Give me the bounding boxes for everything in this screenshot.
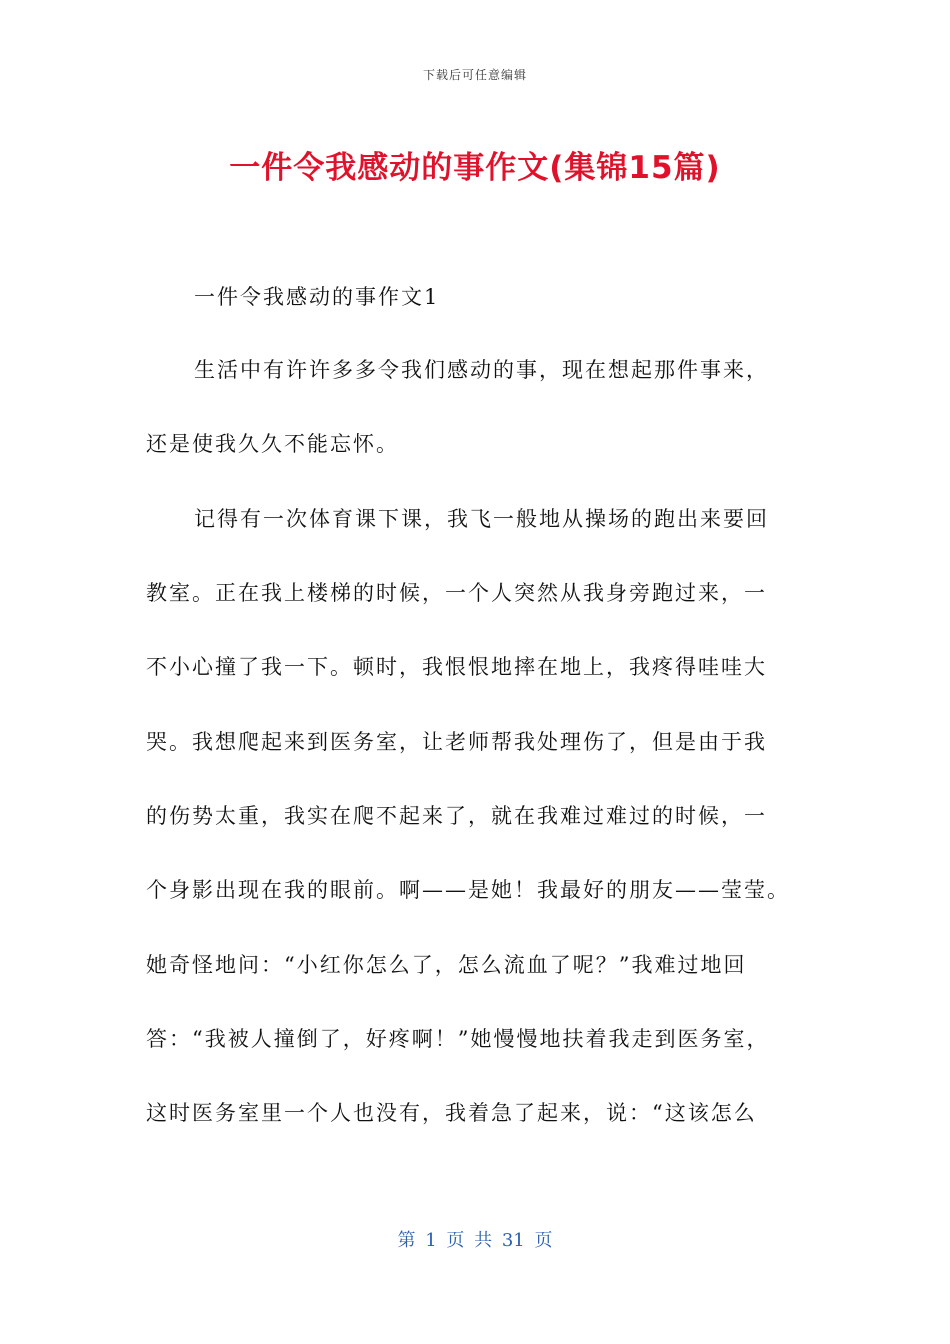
document-title: 一件令我感动的事作文(集锦15篇) [229, 150, 721, 186]
page-number-footer: 第 1 页 共 31 页 [397, 1230, 553, 1251]
body-line: 这时医务室里一个人也没有，我着急了起来，说：“这该怎么 [146, 1101, 757, 1125]
body-line: 的伤势太重，我实在爬不起来了，就在我难过难过的时候，一 [146, 804, 767, 828]
body-line: 答：“我被人撞倒了，好疼啊！”她慢慢地扶着我走到医务室， [146, 1027, 770, 1051]
body-line: 不小心撞了我一下。顿时，我恨恨地摔在地上，我疼得哇哇大 [146, 655, 767, 679]
body-line: 记得有一次体育课下课，我飞一般地从操场的跑出来要回 [194, 507, 769, 531]
body-line: 她奇怪地问：“小红你怎么了，怎么流血了呢？”我难过地回 [146, 953, 747, 977]
body-line: 生活中有许许多多令我们感动的事，现在想起那件事来， [194, 358, 769, 382]
header-note: 下载后可任意编辑 [422, 68, 527, 82]
body-line: 哭。我想爬起来到医务室，让老师帮我处理伤了，但是由于我 [146, 730, 767, 754]
body-line: 还是使我久久不能忘怀。 [146, 432, 399, 456]
body-line: 教室。正在我上楼梯的时候，一个人突然从我身旁跑过来，一 [146, 581, 767, 605]
section-heading: 一件令我感动的事作文1 [194, 285, 440, 309]
body-line: 个身影出现在我的眼前。啊——是她！我最好的朋友——莹莹。 [146, 878, 790, 902]
